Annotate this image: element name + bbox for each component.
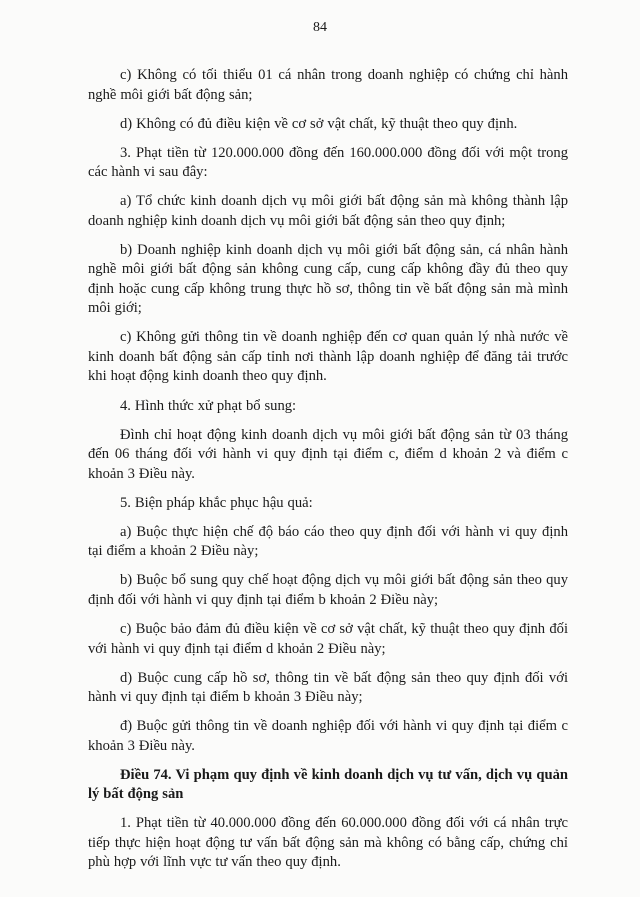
paragraph: b) Buộc bổ sung quy chế hoạt động dịch vụ môi giới bất động sản theo quy định đối với hành vi quy định tại điểm b khoản 2 Điều này; <box>88 572 568 608</box>
paragraph: 5. Biện pháp khắc phục hậu quả: <box>120 494 313 511</box>
paragraph: Đình chỉ hoạt động kinh doanh dịch vụ môi giới bất động sản từ 03 tháng đến 06 tháng đối với hành vi quy định tại điểm c, điểm d khoản 2 và điểm c khoản 3 Điều này. <box>88 426 568 482</box>
page-number: 84 <box>313 20 327 35</box>
paragraph: d) Không có đủ điều kiện về cơ sở vật chất, kỹ thuật theo quy định. <box>120 115 518 132</box>
paragraph: a) Buộc thực hiện chế độ báo cáo theo quy định đối với hành vi quy định tại điểm a khoản 2 Điều này; <box>88 523 568 560</box>
document-body <box>88 66 568 883</box>
article-heading: Điều 74. Vi phạm quy định về kinh doanh dịch vụ tư vấn, dịch vụ quản lý bất động sản <box>88 766 568 803</box>
paragraph: 3. Phạt tiền từ 120.000.000 đồng đến 160.000.000 đồng đối với một trong các hành vi sau đây: <box>88 144 568 181</box>
paragraph: 4. Hình thức xử phạt bổ sung: <box>120 397 297 414</box>
paragraph: b) Doanh nghiệp kinh doanh dịch vụ môi giới bất động sản, cá nhân hành nghề môi giới bất động sản không cung cấp, cung cấp không đầy đủ theo quy định hoặc cung cấp không trung thực hồ sơ, thông tin về bất động sản mà mình môi giới; <box>88 241 568 317</box>
paragraph: đ) Buộc gửi thông tin về doanh nghiệp đối với hành vi quy định tại điểm c khoản 3 Điều này. <box>88 718 568 754</box>
paragraph: c) Không có tối thiểu 01 cá nhân trong doanh nghiệp có chứng chỉ hành nghề môi giới bất động sản; <box>88 67 568 103</box>
paragraph: d) Buộc cung cấp hồ sơ, thông tin về bất động sản theo quy định đối với hành vi quy định tại điểm b khoản 3 Điều này; <box>88 669 568 706</box>
paragraph: 1. Phạt tiền từ 40.000.000 đồng đến 60.000.000 đồng đối với cá nhân trực tiếp thực hiện hoạt động tư vấn bất động sản mà không có bằng cấp, chứng chỉ phù hợp với lĩnh vực tư vấn theo quy định. <box>88 815 568 871</box>
paragraph: c) Buộc bảo đảm đủ điều kiện về cơ sở vật chất, kỹ thuật theo quy định đối với hành vi quy định tại điểm d khoản 2 Điều này; <box>88 621 568 657</box>
paragraph: c) Không gửi thông tin về doanh nghiệp đến cơ quan quản lý nhà nước về kinh doanh bất động sản cấp tỉnh nơi thành lập doanh nghiệp để đăng tải trước khi hoạt động kinh doanh theo quy định. <box>88 329 568 385</box>
paragraph: a) Tổ chức kinh doanh dịch vụ môi giới bất động sản mà không thành lập doanh nghiệp kinh doanh dịch vụ môi giới bất động sản theo quy định; <box>88 193 568 229</box>
